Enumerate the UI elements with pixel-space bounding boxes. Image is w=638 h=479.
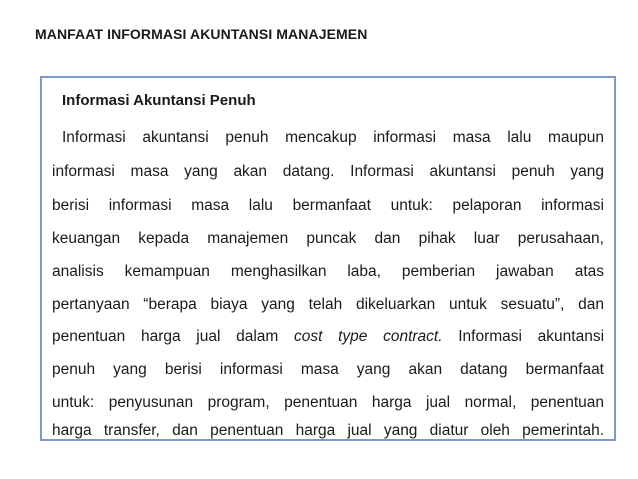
paragraph-line: pertanyaan “berapa biaya yang telah dikeluarkan untuk sesuatu”, dan <box>52 296 604 313</box>
paragraph-line <box>52 327 604 347</box>
paragraph-line: untuk: penyusunan program, penentuan harga jual normal, penentuan <box>52 394 604 411</box>
paragraph-line: penuh yang berisi informasi masa yang akan datang bermanfaat <box>52 361 604 378</box>
page-title: MANFAAT INFORMASI AKUNTANSI MANAJEMEN <box>35 26 368 42</box>
paragraph-line: harga transfer, dan penentuan harga jual yang diatur oleh pemerintah. <box>52 422 604 439</box>
line-text: penentuan harga jual dalam <box>52 328 294 345</box>
paragraph-line: Informasi akuntansi penuh mencakup informasi masa lalu maupun <box>62 129 604 146</box>
paragraph-line: berisi informasi masa lalu bermanfaat untuk: pelaporan informasi <box>52 197 604 214</box>
paragraph-line: informasi masa yang akan datang. Informasi akuntansi penuh yang <box>52 163 604 180</box>
paragraph-line: keuangan kepada manajemen puncak dan pihak luar perusahaan, <box>52 230 604 247</box>
section-heading: Informasi Akuntansi Penuh <box>62 92 256 109</box>
italic-term: cost type contract. <box>294 328 443 345</box>
line-text: Informasi akuntansi <box>442 328 605 345</box>
paragraph-line: analisis kemampuan menghasilkan laba, pemberian jawaban atas <box>52 263 604 280</box>
